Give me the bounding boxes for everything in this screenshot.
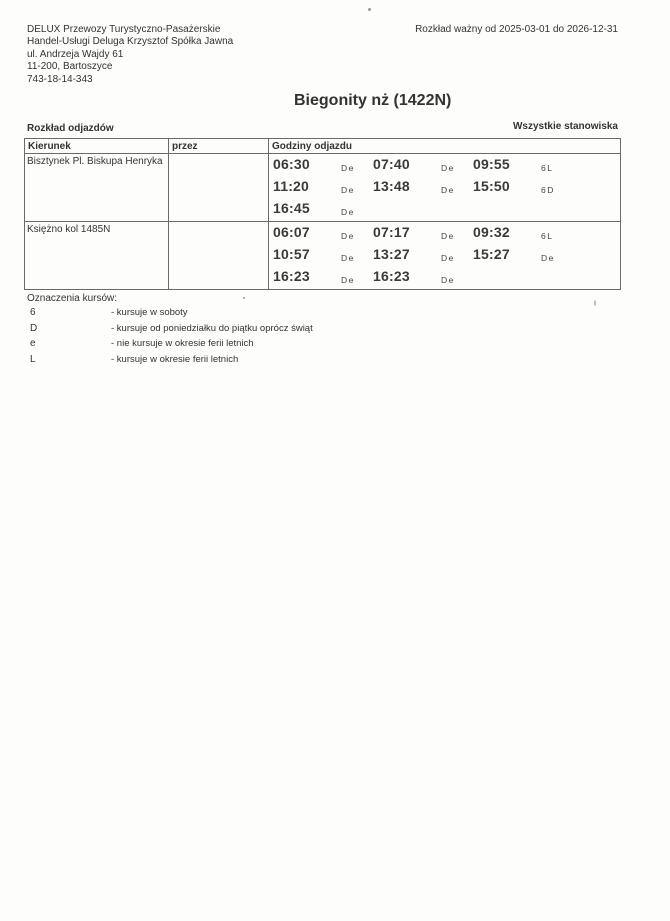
course-code: 6L [541, 231, 554, 241]
stop-title: Biegonity nż (1422N) [294, 92, 452, 109]
departure-entry [373, 177, 473, 199]
course-code: De [441, 185, 455, 195]
scan-speck [243, 297, 245, 299]
course-code: 6L [541, 163, 554, 173]
departure-time: 13:27 [373, 246, 410, 262]
validity-period: Rozkład ważny od 2025-03-01 do 2026-12-31 [415, 24, 618, 35]
legend-item [27, 338, 313, 354]
table-row [25, 222, 621, 290]
legend-description: - kursuje w soboty [111, 307, 188, 318]
departure-entry [273, 245, 373, 267]
operator-line: 11-200, Bartoszyce [27, 61, 113, 73]
departure-time: 10:57 [273, 246, 310, 262]
legend-item [27, 307, 313, 323]
departure-entry [273, 223, 373, 245]
legend [27, 293, 313, 369]
departure-time: 07:17 [373, 224, 410, 240]
course-code: De [341, 185, 355, 195]
departure-entry [273, 199, 373, 221]
departure-entry [473, 177, 573, 199]
legend-symbol: e [30, 338, 36, 350]
course-code: De [341, 207, 355, 217]
departure-time: 13:48 [373, 178, 410, 194]
section-title: Rozkład odjazdów [27, 123, 114, 134]
course-code: De [341, 253, 355, 263]
destination-cell: Księżno kol 1485N [25, 222, 169, 290]
legend-item [27, 354, 313, 370]
departure-time: 07:40 [373, 156, 410, 172]
departure-entry [473, 155, 573, 177]
via-cell [169, 154, 269, 222]
departure-entry [273, 267, 373, 289]
scan-speck [594, 300, 596, 306]
destination-cell: Bisztynek Pl. Biskupa Henryka [25, 154, 169, 222]
course-code: De [441, 275, 455, 285]
departure-entry [273, 155, 373, 177]
table-header-row [25, 139, 621, 154]
departure-entry [373, 267, 473, 289]
departure-entry [273, 177, 373, 199]
column-header-departures: Godziny odjazdu [269, 139, 621, 154]
column-header-direction: Kierunek [25, 139, 169, 154]
legend-title: Oznaczenia kursów: [27, 293, 118, 304]
timetable-table [24, 138, 621, 290]
legend-description: - kursuje od poniedziałku do piątku oprócz świąt [111, 322, 313, 334]
course-code: De [441, 231, 455, 241]
platforms-label: Wszystkie stanowiska [512, 121, 618, 132]
legend-symbol: D [30, 322, 38, 334]
departure-time: 09:32 [473, 224, 510, 240]
departure-time: 11:20 [273, 178, 310, 194]
departures-cell [269, 154, 621, 222]
course-code: De [341, 231, 355, 241]
departure-time: 09:55 [473, 156, 510, 172]
course-code: De [541, 253, 555, 263]
departure-time: 06:07 [273, 224, 310, 240]
departure-entry [373, 245, 473, 267]
departure-entry [373, 155, 473, 177]
course-code: 6D [541, 185, 555, 195]
legend-item [27, 323, 313, 339]
table-row [25, 154, 621, 222]
departure-time: 15:27 [473, 246, 510, 262]
departure-time: 06:30 [273, 156, 310, 172]
operator-line: Handel-Usługi Deluga Krzysztof Spółka Jawna [27, 36, 234, 48]
departure-entry [473, 245, 573, 267]
departures-cell [269, 222, 621, 290]
departure-time: 16:23 [373, 268, 410, 284]
departure-time: 15:50 [473, 178, 510, 194]
departure-entry [373, 223, 473, 245]
legend-symbol: 6 [30, 307, 36, 318]
course-code: De [441, 163, 455, 173]
scan-speck [368, 8, 371, 11]
departure-time: 16:23 [273, 268, 310, 284]
operator-line: 743-18-14-343 [27, 73, 93, 85]
operator-line: DELUX Przewozy Turystyczno-Pasażerskie [27, 24, 221, 35]
departure-entry [473, 223, 573, 245]
departure-time: 16:45 [273, 200, 310, 216]
operator-info [27, 24, 233, 86]
course-code: De [441, 253, 455, 263]
course-code: De [341, 163, 355, 173]
operator-line: ul. Andrzeja Wajdy 61 [27, 48, 124, 60]
legend-description: - kursuje w okresie ferii letnich [111, 353, 239, 365]
course-code: De [341, 275, 355, 285]
legend-description: - nie kursuje w okresie ferii letnich [111, 338, 254, 350]
legend-symbol: L [30, 353, 36, 365]
via-cell [169, 222, 269, 290]
column-header-via: przez [169, 139, 269, 154]
